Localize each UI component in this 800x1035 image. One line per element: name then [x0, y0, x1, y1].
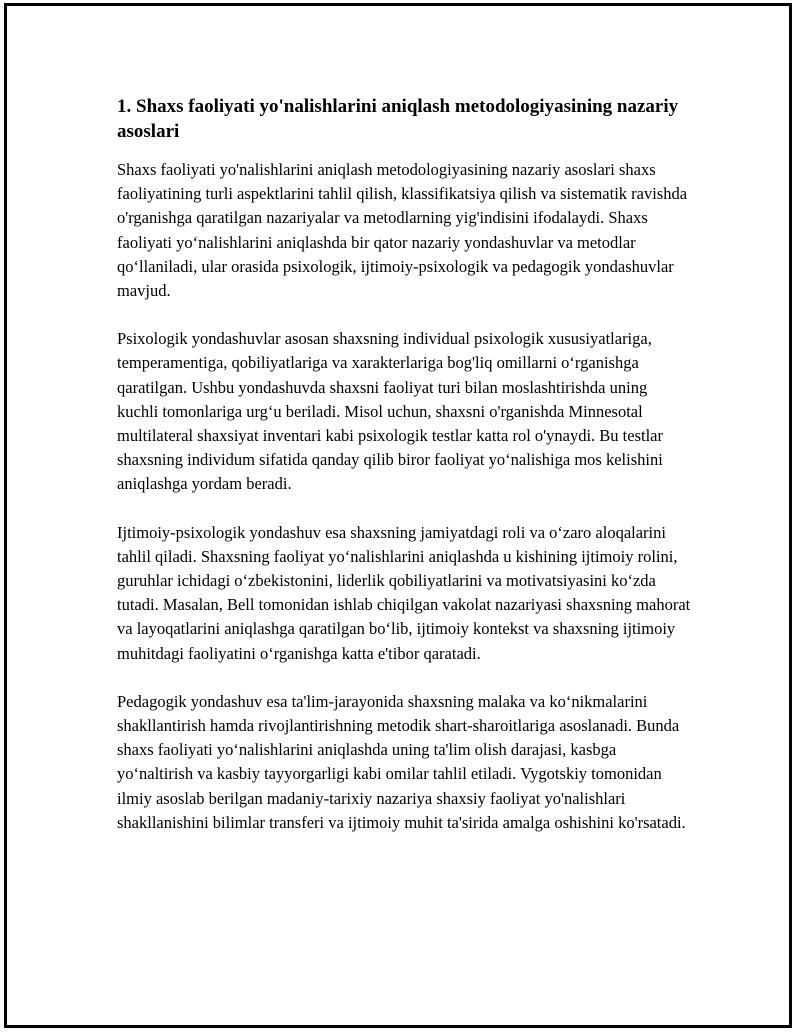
paragraph-social-psychological: Ijtimoiy-psixologik yondashuv esa shaxsning jamiyatdagi roli va o‘zaro aloqalarini tahlil qiladi. Shaxsning faoliyat yo‘nalishlarini aniqlashda u kishining ijtimoiy rolini, guruhlar ichidagi o‘zbekistonini, liderlik qobiliyatlarini va motivatsiyasini ko‘zda tutadi. Masalan, Bell tomonidan ishlab chiqilgan vakolat nazariyasi shaxsning mahorat va layoqatlarini aniqlashga qaratilgan bo‘lib, ijtimoiy kontekst va shaxsning ijtimoiy muhitdagi faoliyatini o‘rganishga katta e'tibor qaratadi.	[117, 522, 691, 663]
section-heading: 1. Shaxs faoliyati yo'nalishlarini aniqlash metodologiyasining nazariy asoslari	[117, 96, 679, 142]
document-body	[117, 94, 692, 859]
paragraph-psychological: Psixologik yondashuvlar asosan shaxsning individual psixologik xususiyatlariga, temperamentiga, qobiliyatlariga va xarakterlariga bog'liq omillarni o‘rganishga qaratilgan. Ushbu yondashuvda shaxsni faoliyat turi bilan moslashtirishda uning kuchli tomonlariga urg‘u beriladi. Misol uchun, shaxsni o'rganishda Minnesotal multilateral shaxsiyat inventari kabi psixologik testlar katta rol o'ynaydi. Bu testlar shaxsning individum sifatida qanday qilib biror faoliyat yo‘nalishiga mos kelishini aniqlashga yordam beradi.	[117, 329, 663, 494]
paragraph-intro: Shaxs faoliyati yo'nalishlarini aniqlash metodologiyasining nazariy asoslari shaxs faoliyatining turli aspektlarini tahlil qilish, klassifikatsiya qilish va sistematik ravishda o'rganishga qaratilgan nazariyalar va metodlarning yig'indisini ifodalaydi. Shaxs faoliyati yo‘nalishlarini aniqlashda bir qator nazariy yondashuvlar va metodlar qo‘llaniladi, ular orasida psixologik, ijtimoiy-psixologik va pedagogik yondashuvlar mavjud.	[117, 160, 688, 301]
paragraph-pedagogical: Pedagogik yondashuv esa ta'lim-jarayonida shaxsning malaka va ko‘nikmalarini shakllantirish hamda rivojlantirishning metodik shart-sharoitlariga asoslanadi. Bunda shaxs faoliyati yo‘nalishlarini aniqlashda uning ta'lim olish darajasi, kasbga yo‘naltirish va kasbiy tayyorgarligi kabi omilar tahlil etiladi. Vygotskiy tomonidan ilmiy asoslab berilgan madaniy-tarixiy nazariya shaxsiy faoliyat yo'nalishlari shakllanishini bilimlar transferi va ijtimoiy muhit ta'sirida amalga oshishini ko'rsatadi.	[117, 691, 686, 832]
